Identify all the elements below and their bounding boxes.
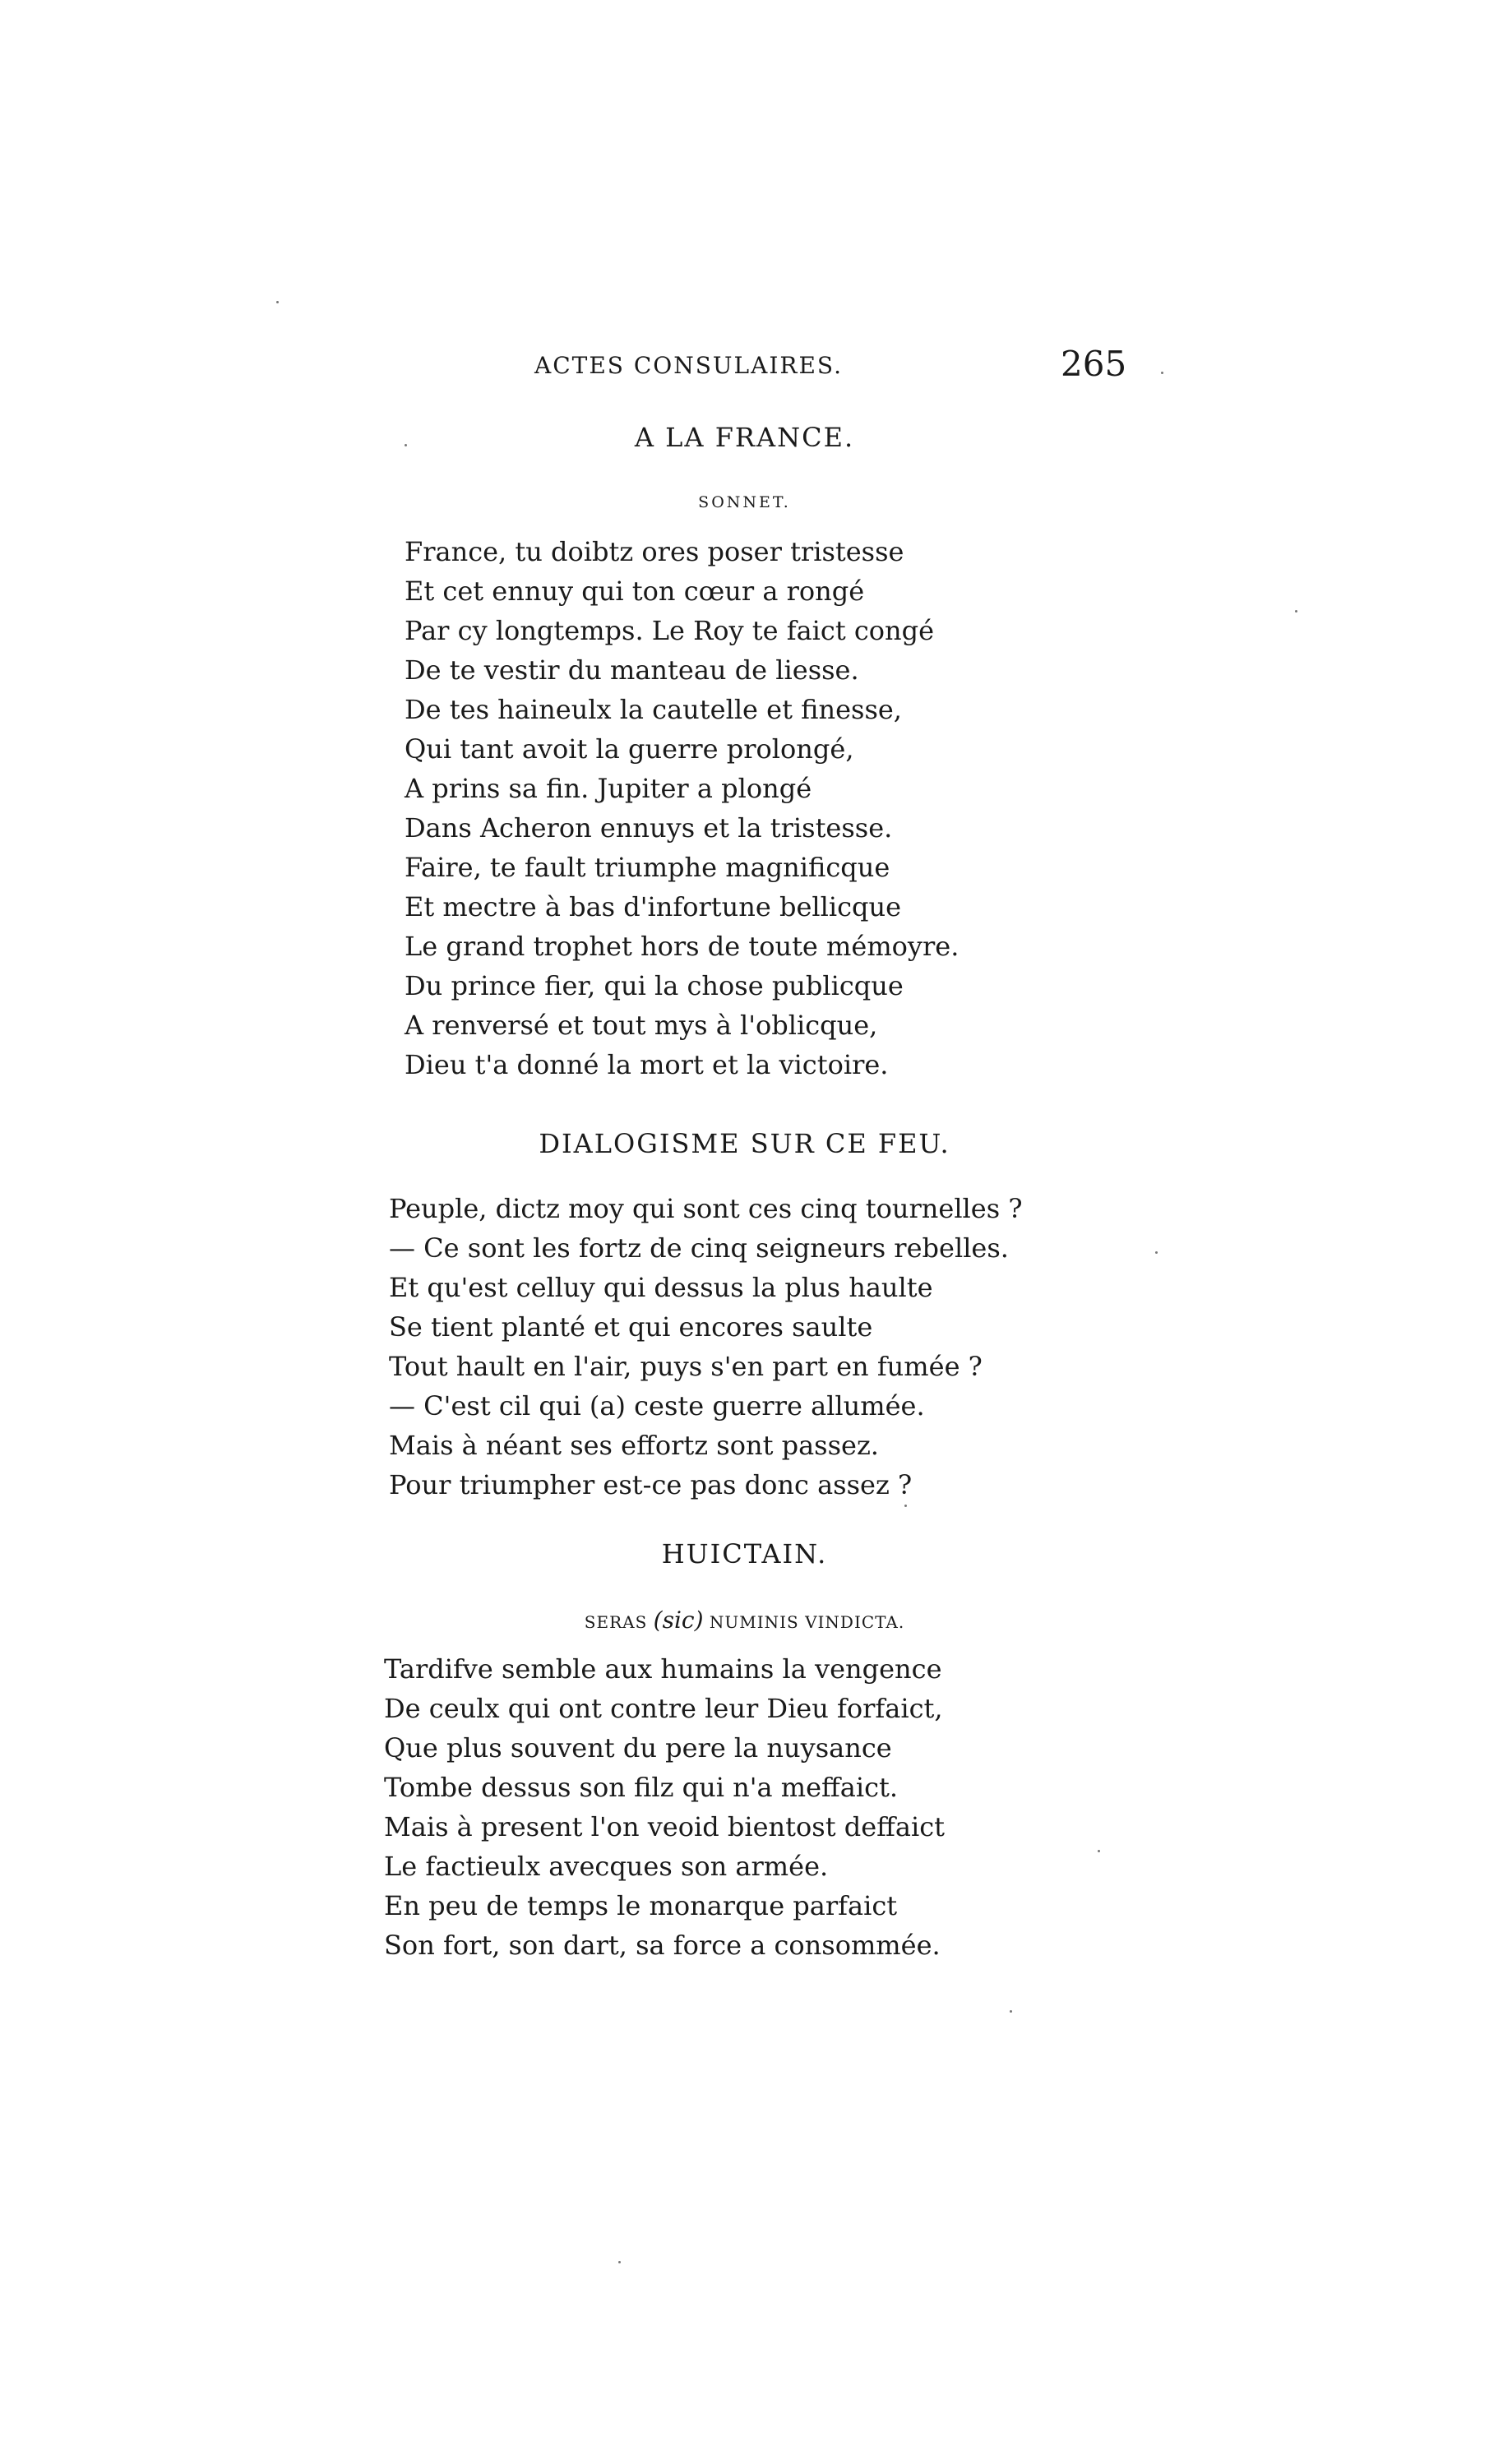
verse-line: De ceulx qui ont contre leur Dieu forfaict, bbox=[384, 1693, 943, 1724]
section-subtitle-sonnet: SONNET. bbox=[698, 493, 791, 511]
verse-line: Dieu t'a donné la mort et la victoire. bbox=[405, 1049, 889, 1080]
verse-line: Et mectre à bas d'infortune bellicque bbox=[405, 891, 902, 922]
verse-line: — C'est cil qui (a) ceste guerre allumée. bbox=[389, 1390, 925, 1422]
verse-line: Le factieulx avecques son armée. bbox=[384, 1851, 829, 1882]
verse-line: Peuple, dictz moy qui sont ces cinq tournelles ? bbox=[389, 1193, 1023, 1224]
print-speck bbox=[1098, 1850, 1100, 1852]
verse-line: Et cet ennuy qui ton cœur a rongé bbox=[405, 576, 865, 607]
verse-line: Son fort, son dart, sa force a consommée. bbox=[384, 1930, 941, 1961]
section-title-a-la-france: A LA FRANCE. bbox=[634, 422, 855, 453]
print-speck bbox=[618, 2261, 621, 2263]
print-speck bbox=[1010, 2010, 1012, 2013]
verse-line: Que plus souvent du pere la nuysance bbox=[384, 1732, 892, 1764]
section-title-huictain: HUICTAIN. bbox=[661, 1538, 828, 1569]
verse-line: Tombe dessus son filz qui n'a meffaict. bbox=[384, 1772, 899, 1803]
section-title-dialogisme: DIALOGISME SUR CE FEU. bbox=[539, 1128, 950, 1159]
huictain-verse bbox=[384, 1649, 945, 1965]
verse-line: Mais à néant ses effortz sont passez. bbox=[389, 1430, 879, 1461]
verse-line: De tes haineulx la cautelle et finesse, bbox=[405, 694, 902, 725]
verse-line: En peu de temps le monarque parfaict bbox=[384, 1890, 898, 1921]
epigraph-text-before: SERAS bbox=[584, 1612, 648, 1632]
verse-line: Et qu'est celluy qui dessus la plus haulte bbox=[389, 1272, 933, 1303]
verse-line: Le grand trophet hors de toute mémoyre. bbox=[405, 931, 960, 962]
print-speck bbox=[1161, 372, 1163, 374]
print-speck bbox=[1155, 1251, 1158, 1254]
verse-line: De te vestir du manteau de liesse. bbox=[405, 654, 859, 686]
print-speck bbox=[904, 1505, 907, 1507]
verse-line: Faire, te fault triumphe magnificque bbox=[405, 852, 890, 883]
verse-line: A prins sa fin. Jupiter a plongé bbox=[405, 773, 812, 804]
epigraph-text-after: NUMINIS VINDICTA. bbox=[709, 1612, 905, 1632]
verse-line: Tout hault en l'air, puys s'en part en fumée ? bbox=[389, 1351, 983, 1382]
verse-line: Mais à present l'on veoid bientost deffaict bbox=[384, 1811, 945, 1842]
running-head: ACTES CONSULAIRES. bbox=[534, 352, 843, 379]
verse-line: France, tu doibtz ores poser tristesse bbox=[405, 536, 904, 567]
verse-line: — Ce sont les fortz de cinq seigneurs rebelles. bbox=[389, 1232, 1009, 1264]
epigraph-sic: (sic) bbox=[653, 1606, 704, 1634]
verse-line: Par cy longtemps. Le Roy te faict congé bbox=[405, 615, 935, 646]
verse-line: Du prince fier, qui la chose publicque bbox=[405, 970, 904, 1001]
huictain-epigraph bbox=[0, 1606, 1489, 1634]
verse-line: A renversé et tout mys à l'oblicque, bbox=[405, 1010, 878, 1041]
dialogisme-verse bbox=[389, 1189, 1022, 1505]
print-speck bbox=[1295, 610, 1297, 613]
page-number: 265 bbox=[1061, 344, 1127, 384]
verse-line: Pour triumpher est-ce pas donc assez ? bbox=[389, 1469, 913, 1500]
verse-line: Tardifve semble aux humains la vengence bbox=[384, 1653, 942, 1685]
print-speck bbox=[405, 444, 407, 446]
sonnet-verse bbox=[405, 532, 959, 1084]
verse-line: Se tient planté et qui encores saulte bbox=[389, 1311, 873, 1343]
print-speck bbox=[276, 301, 279, 303]
verse-line: Dans Acheron ennuys et la tristesse. bbox=[405, 812, 893, 844]
verse-line: Qui tant avoit la guerre prolongé, bbox=[405, 733, 854, 765]
